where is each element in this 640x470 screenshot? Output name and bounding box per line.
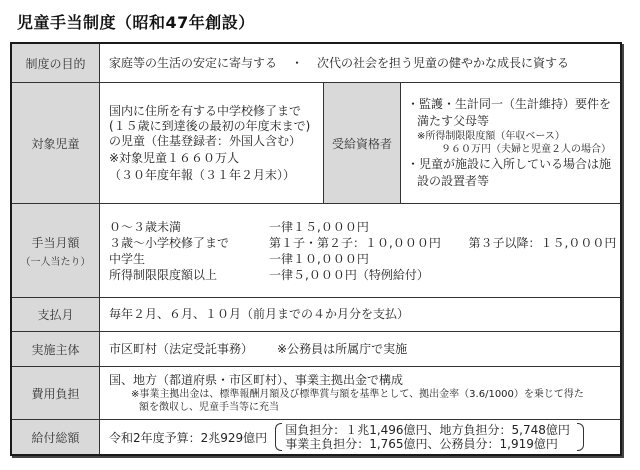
purpose-separator: ・ [291,55,304,70]
label-text: 費用負担 [31,386,80,401]
purpose-text-1: 家庭等の生活の安定に寄与する [109,55,278,70]
target-line: ※対象児童１６６０万人 [109,150,240,165]
allowance-extra [445,219,621,235]
row-target [12,83,620,204]
row-allowance [12,204,620,298]
label-text: 制度の目的 [25,56,86,71]
eligibility-bullet: ・児童が施設に入所している場合は施 [407,157,612,171]
eligibility-bullet: ・監護・生計同一（生計維持）要件を [407,97,612,111]
row-total [12,420,620,454]
eligibility-bullet-cont: 満たす父母等 [417,114,490,128]
target-line: 国内に住所を有する中学校修了まで [109,103,302,118]
label-text: 給付総額 [31,430,80,445]
label-subtext: （一人当たり） [20,256,91,268]
label-purpose [12,44,100,82]
label-implementer [12,332,100,366]
label-payment-month [12,298,100,331]
content-eligibility [401,83,620,203]
content-total [101,420,620,454]
payment-month-text: 毎年２月、６月、１０月（前月までの４か月分を支払） [109,307,410,321]
content-purpose [101,44,620,82]
purpose-text-2: 次代の社会を担う児童の健やかな成長に資する [317,55,570,70]
breakdown-line: 事業主負担分：1,765億円、公務員分：1,919億円 [285,437,558,451]
target-line: (１５歳に到達後の最初の年度末まで) [109,118,311,133]
total-budget: 令和2年度予算：2兆929億円 [109,430,268,445]
eligibility-bullet-cont: 設の設置者等 [417,174,490,188]
allowance-category: ０～３歳未満 [109,219,182,234]
content-payment-month [101,298,620,331]
child-allowance-table [10,42,622,456]
label-target [12,83,100,203]
cost-note: 額を徴収し、児童手当等に充当 [139,401,279,413]
label-text: 対象児童 [31,136,80,151]
allowance-grid [109,219,620,283]
allowance-amount: 一律５,０００円（特例給付） [269,267,429,282]
cost-note: ※事業主拠出金は、標準報酬月額及び標準賞与額を基準として、拠出金率（3.6/1000）を乗じて得た [131,388,584,400]
label-text: 手当月額 [31,235,80,250]
allowance-amount: 第１子・第２子：１０,０００円 [269,235,441,250]
total-breakdown [275,423,584,451]
label-text: 支払月 [37,308,74,322]
target-line: の児童（住基登録者：外国人含む） [109,133,302,148]
allowance-extra: 第３子以降：１５,０００円 [468,235,617,250]
label-allowance [12,204,100,297]
label-total [12,420,100,454]
allowance-category: 中学生 [109,251,146,266]
row-purpose [12,44,620,83]
page-title: 児童手当制度（昭和47年創設） [17,13,255,32]
label-text: 実施主体 [31,342,80,357]
allowance-amount: 一律１０,０００円 [269,251,369,266]
row-implementer [12,332,620,367]
implementer-note: ※公務員は所属庁で実施 [277,341,408,356]
content-implementer [101,332,620,366]
label-cost [12,367,100,419]
label-text: 受給資格者 [331,136,392,151]
content-target [101,83,323,203]
cost-text: 国、地方（都道府県・市区町村）、事業主拠出金で構成 [109,372,404,387]
allowance-category: 所得制限限度額以上 [109,267,218,282]
label-eligibility [323,83,401,203]
allowance-extra [445,267,621,283]
allowance-extra [445,251,621,267]
implementer-text: 市区町村（法定受託事務） [109,341,254,356]
eligibility-note: ９６０万円（夫婦と児童２人の場合） [441,144,611,155]
allowance-category: ３歳～小学校修了まで [109,235,230,250]
content-cost [101,367,620,419]
row-cost [12,367,620,420]
allowance-amount: 一律１５,０００円 [269,219,369,234]
eligibility-note: ※所得制限限度額（年収ベース） [417,131,565,142]
row-payment-month [12,298,620,332]
breakdown-line: 国負担分：１兆1,496億円、地方負担分：5,748億円 [285,423,570,437]
target-line: （３０年度年報（３１年２月末）） [109,167,296,182]
content-allowance [101,204,620,297]
